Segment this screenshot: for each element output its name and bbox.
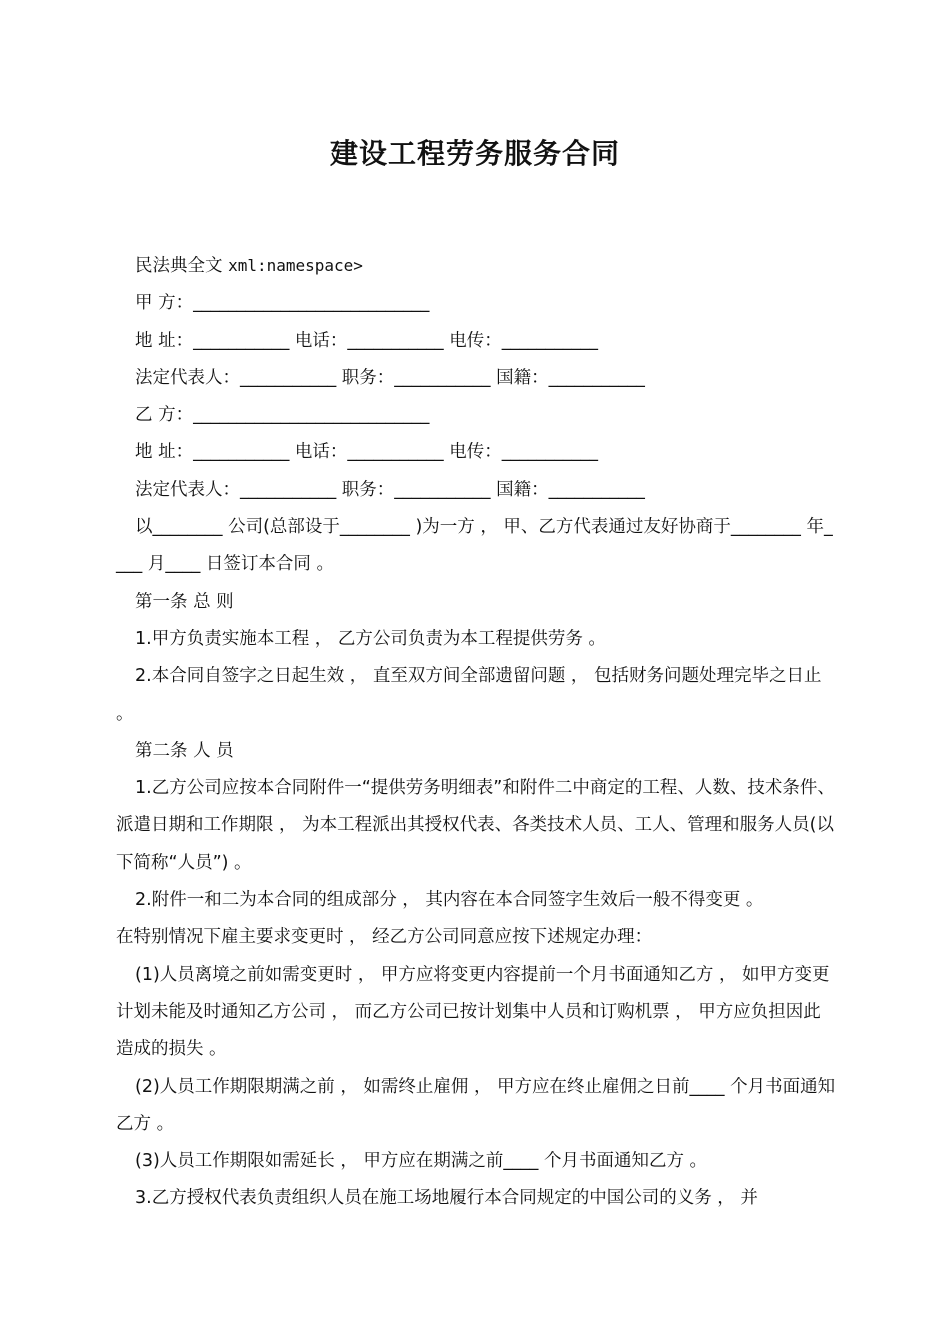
article-2-item-1: (1)人员离境之前如需变更时 ， 甲方应将变更内容提前一个月书面通知乙方 ， 如甲方变更计划未能及时通知乙方公司 ， 而乙方公司已按计划集中人员和订购机票 ， 甲方应负担因此造成的损失 。 [116, 964, 830, 1060]
article-2-clause-2: 2.附件一和二为本合同的组成部分 ， 其内容在本合同签字生效后一般不得变更 。 [135, 890, 764, 911]
party-b-name-line: 乙 方：___________________________ [135, 405, 430, 426]
intro-line [116, 247, 836, 285]
intro-text: 民法典全文 [135, 256, 229, 276]
article-2-item-3: (3)人员工作期限如需延长 ， 甲方应在期满之前____ 个月书面通知乙方 。 [135, 1151, 708, 1172]
article-1-clause-1: 1.甲方负责实施本工程 ， 乙方公司负责为本工程提供劳务 。 [135, 628, 606, 649]
article-1-heading: 第一条 总 则 [135, 591, 234, 612]
document-title: 建设工程劳务服务合同 [329, 137, 620, 170]
article-2-item-2: (2)人员工作期限期满之前 ， 如需终止雇佣 ， 甲方应在终止雇佣之日前____ 个月书面通知乙方 。 [116, 1076, 836, 1134]
document-body [116, 247, 836, 1218]
article-2-clause-1: 1.乙方公司应按本合同附件一“提供劳务明细表”和附件二中商定的工程、人数、技术条件、派遣日期和工作期限 ， 为本工程派出其授权代表、各类技术人员、工人、管理和服务人员(以下简称“人员”) 。 [116, 778, 835, 873]
party-b-contact-line: 地 址：___________ 电话：___________ 电传：___________ [135, 442, 598, 463]
article-2-heading: 第二条 人 员 [135, 740, 234, 761]
article-1-clause-2: 2.本合同自签字之日起生效 ， 直至双方间全部遗留问题 ， 包括财务问题处理完毕之日止 。 [116, 666, 828, 724]
party-a-representative-line: 法定代表人：___________ 职务：___________ 国籍：___________ [135, 367, 645, 388]
party-b-representative-line: 法定代表人：___________ 职务：___________ 国籍：___________ [135, 479, 645, 500]
article-2-clause-2-continued: 在特别情况下雇主要求变更时 ， 经乙方公司同意应按下述规定办理： [116, 927, 653, 948]
article-2-clause-3: 3.乙方授权代表负责组织人员在施工场地履行本合同规定的中国公司的义务 ， 并 [135, 1188, 758, 1209]
party-a-contact-line: 地 址：___________ 电话：___________ 电传：___________ [135, 330, 598, 351]
party-a-name-line: 甲 方：___________________________ [135, 293, 430, 314]
preamble-paragraph: 以________ 公司(总部设于________ )为一方 ， 甲、乙方代表通过友好协商于________ 年____ 月____ 日签订本合同 。 [116, 517, 833, 575]
intro-code: xml:namespace> [228, 256, 363, 275]
